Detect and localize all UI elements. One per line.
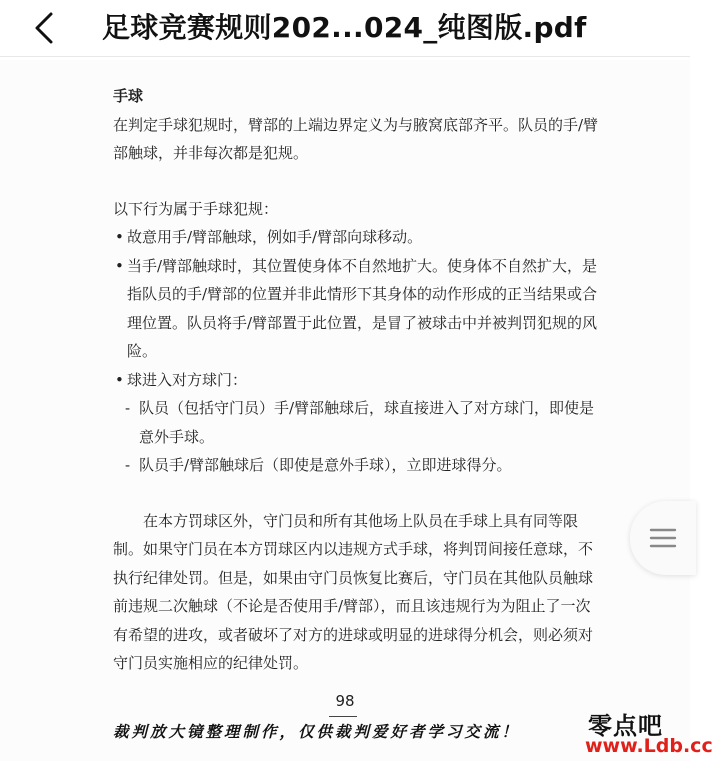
page-number: 98: [335, 692, 355, 710]
floating-menu-button[interactable]: [630, 501, 696, 575]
watermark-logo-text: 零点吧: [588, 712, 663, 740]
sub-item: [113, 394, 603, 451]
intro-paragraph: 在判定手球犯规时，臂部的上端边界定义为与腋窝底部齐平。队员的手/臂部触球，并非每次都是犯规。: [113, 115, 599, 162]
section-heading: 手球: [113, 87, 144, 105]
bullet-item: • 当手/臂部触球时，其位置使身体不自然地扩大。使身体不自然扩大，是指队员的手/臂部的位置并非此情形下其身体的动作形成的正当结果或合理位置。队员将手/臂部置于此位置，是冒了被球击中并被判罚犯规的风险。: [113, 252, 603, 366]
hamburger-menu-icon: [649, 526, 677, 550]
list-intro: 以下行为属于手球犯规：: [113, 199, 279, 218]
pdf-page[interactable]: [0, 60, 690, 761]
page-number-underline: [329, 716, 357, 717]
sub-item-text: 队员手/臂部触球后（即使是意外手球），立即进球得分。: [139, 456, 512, 474]
chevron-left-icon: [33, 12, 55, 44]
bullet-item: • 球进入对方球门：: [113, 366, 603, 395]
sub-item: [113, 451, 603, 480]
watermark-url: www.Ldb.cc: [585, 735, 713, 757]
footer-note: 裁判放大镜整理制作，仅供裁判爱好者学习交流！: [113, 722, 521, 741]
bullet-item: • 故意用手/臂部触球，例如手/臂部向球移动。: [113, 223, 603, 252]
top-app-bar: [0, 0, 690, 57]
dash-marker: -: [125, 456, 131, 474]
dash-marker: -: [125, 399, 131, 417]
page-content: [113, 82, 603, 678]
sub-item-text: 队员（包括守门员）手/臂部触球后，球直接进入了对方球门，即使是意外手球。: [139, 399, 595, 446]
back-button[interactable]: [22, 6, 66, 50]
body-paragraph: 在本方罚球区外，守门员和所有其他场上队员在手球上具有同等限制。如果守门员在本方罚球区内以违规方式手球，将判罚间接任意球，不执行纪律处罚。但是，如果由守门员恢复比赛后，守门员在其他队员触球前违规二次触球（不论是否使用手/臂部），而且该违规行为为阻止了一次有希望的进攻，或者破坏了对方的进球或明显的进球得分机会，则必须对守门员实施相应的纪律处罚。: [113, 511, 594, 672]
document-title: 足球竞赛规则202...024_纯图版.pdf: [102, 11, 587, 44]
